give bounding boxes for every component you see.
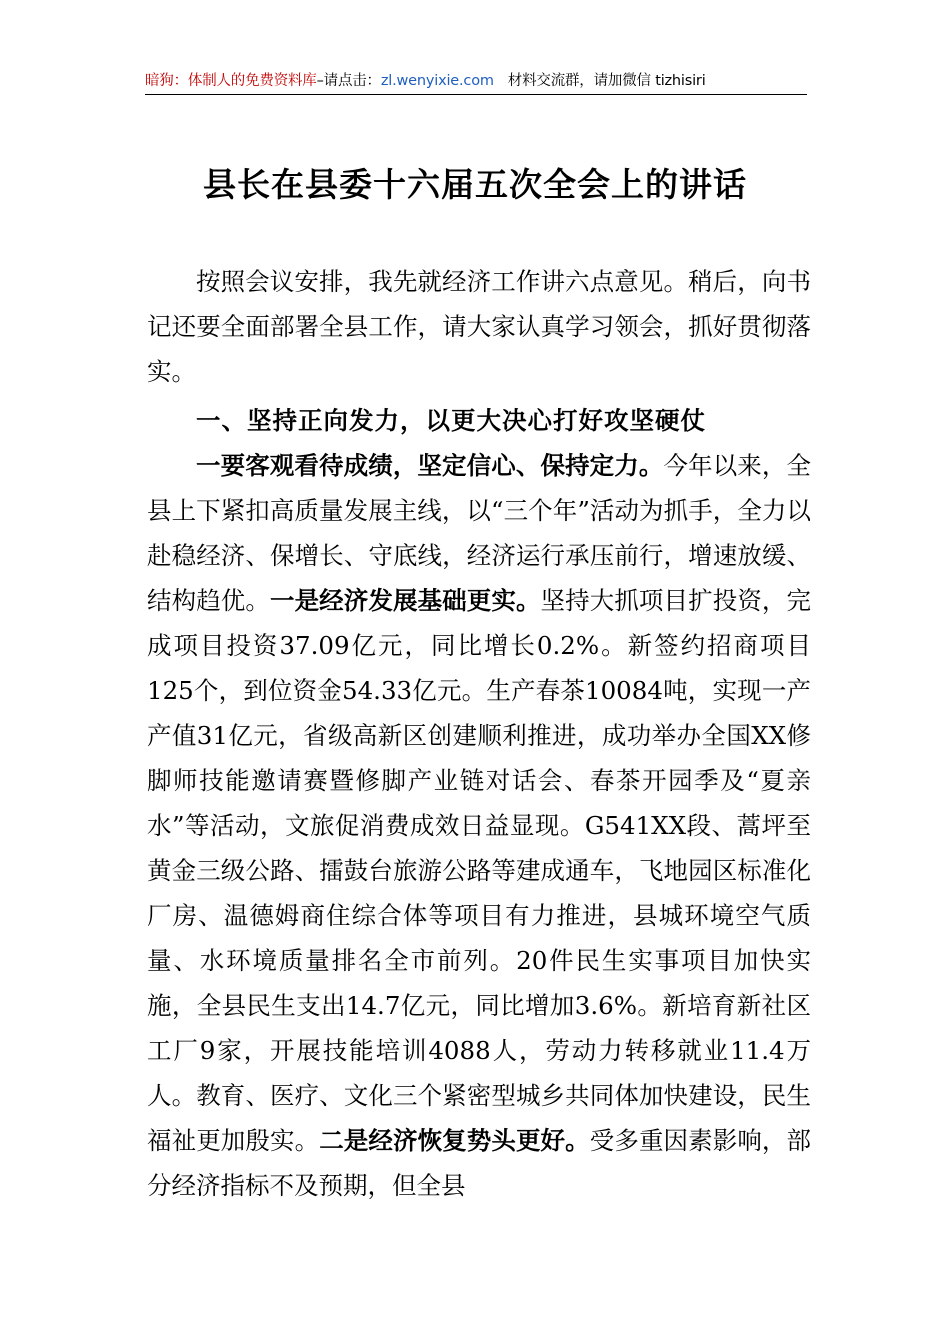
header-click-prompt: –请点击： (316, 73, 381, 89)
page-header (145, 68, 807, 95)
header-url-link[interactable]: zl.wenyixie.com (380, 73, 494, 89)
point2-bold-text: 二是经济恢复势头更好。 (319, 1126, 590, 1155)
body-text-c: 受多重因素影响，部分经济指标不及预期，但全县 (147, 1126, 812, 1200)
lead-bold-text: 一要客观看待成绩，坚定信心、保持定力。 (196, 451, 664, 480)
point1-bold-text: 一是经济发展基础更实。 (269, 586, 541, 615)
document-title: 县长在县委十六届五次全会上的讲话 (203, 165, 747, 204)
header-wechat: 材料交流群，请加微信 tizhisiri (507, 73, 706, 89)
section-heading: 一、坚持正向发力，以更大决心打好攻坚硬仗 (196, 406, 706, 435)
intro-paragraph: 按照会议安排，我先就经济工作讲六点意见。稍后，向书记还要全面部署全县工作，请大家认真学习领会，抓好贯彻落实。 (147, 267, 811, 386)
body-text-a: 今年以来，全县上下紧扣高质量发展主线，以“三个年”活动为抓手，全力以赴稳经济、保增长、守底线，经济运行承压前行，增速放缓、结构趋优。 (147, 451, 812, 615)
document-body (147, 259, 811, 1208)
header-brand: 暗狗：体制人的免费资料库 (145, 73, 317, 89)
body-text-b: 坚持大抓项目扩投资，完成项目投资37.09亿元，同比增长0.2%。新签约招商项目125个，到位资金54.33亿元。生产春茶10084吨，实现一产产值31亿元，省级高新区创建顺利推进，成功举办全国XX修脚师技能邀请赛暨修脚产业链对话会、春茶开园季及“夏亲水”等活动，文旅促消费成效日益显现。G541XX段、蒿坪至黄金三级公路、擂鼓台旅游公路等建成通车，飞地园区标准化厂房、温德姆商住综合体等项目有力推进，县城环境空气质量、水环境质量排名全市前列。20件民生实事项目加快实施，全县民生支出14.7亿元，同比增加3.6%。新培育新社区工厂9家，开展技能培训4088人，劳动力转移就业11.4万人。教育、医疗、文化三个紧密型城乡共同体加快建设，民生福祉更加殷实。 (147, 586, 812, 1155)
body-paragraph (147, 443, 811, 1208)
